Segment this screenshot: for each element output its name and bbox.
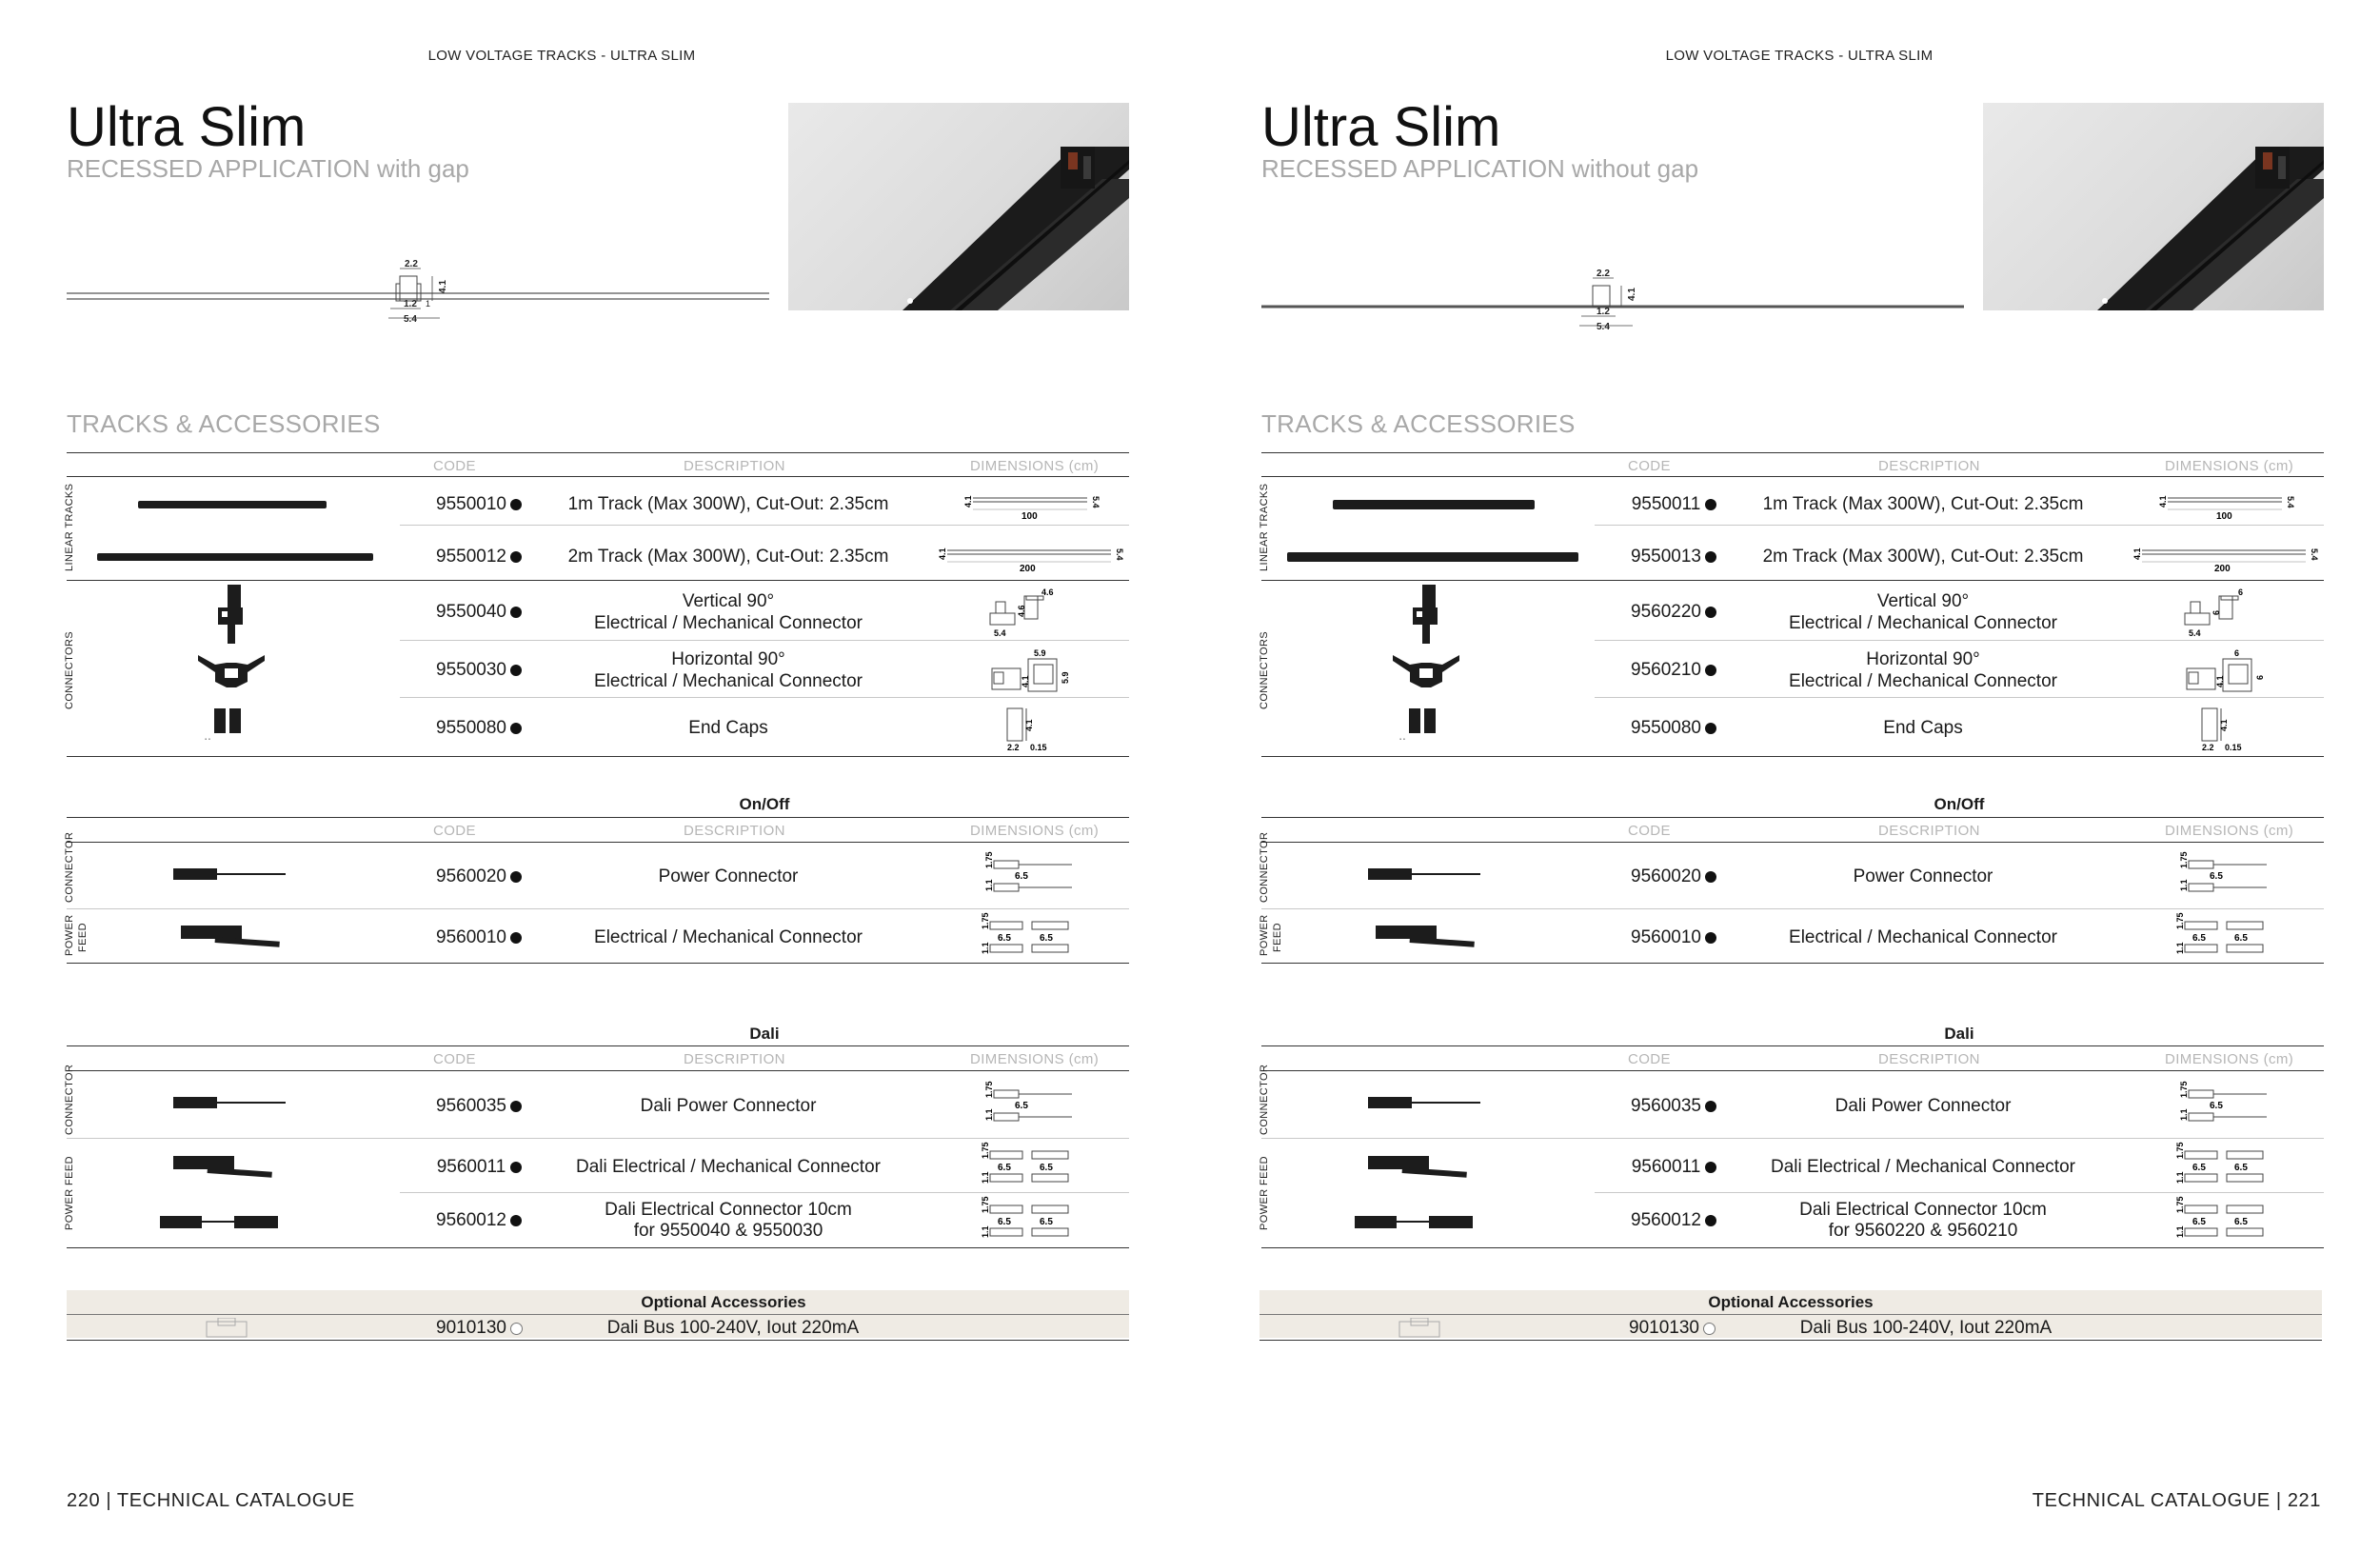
dali-electrical-connector-image xyxy=(1368,1154,1473,1183)
product-title: Ultra Slim xyxy=(1261,96,1501,158)
table-rule xyxy=(67,842,1129,843)
svg-text:5.4: 5.4 xyxy=(2286,496,2295,508)
table-rule xyxy=(1261,1045,2324,1046)
table-rule xyxy=(67,1340,1129,1341)
svg-text:6: 6 xyxy=(2238,587,2244,597)
table-rule xyxy=(67,580,1129,581)
product-code: 9560010 xyxy=(436,927,506,947)
row-divider xyxy=(1595,525,2324,526)
product-code: 9550030 xyxy=(436,660,506,680)
table-rule xyxy=(67,1314,1129,1315)
track-1m-image xyxy=(138,499,328,510)
product-title: Ultra Slim xyxy=(67,96,307,158)
group-label-connectors: CONNECTORS xyxy=(64,630,75,709)
table-rule xyxy=(1261,1247,2324,1248)
svg-text:4.1: 4.1 xyxy=(1021,675,1030,687)
dimension-drawing xyxy=(2181,646,2276,695)
svg-text:2.2: 2.2 xyxy=(2202,743,2214,752)
product-description: Dali Bus 100-240V, Iout 220mA xyxy=(606,1318,860,1338)
svg-text:1.1: 1.1 xyxy=(981,1225,990,1238)
svg-text:6.5: 6.5 xyxy=(2210,871,2223,882)
product-description-line1: Vertical 90° xyxy=(1876,591,1970,611)
availability-dot xyxy=(510,607,522,618)
product-code: 9550080 xyxy=(436,718,506,738)
product-code: 9550013 xyxy=(1631,547,1701,567)
table-rule xyxy=(67,963,1129,964)
row-divider xyxy=(67,1138,1129,1139)
product-description: Electrical / Mechanical Connector xyxy=(1789,927,2057,947)
profile-dim-bottom: 5.4 xyxy=(404,314,417,324)
group-label-connector: CONNECTOR xyxy=(1259,1064,1270,1135)
product-description: 1m Track (Max 300W), Cut-Out: 2.35cm xyxy=(1762,494,2084,514)
product-description-line1: Horizontal 90° xyxy=(671,649,785,669)
product-description: Dali Electrical / Mechanical Connector xyxy=(576,1157,881,1177)
running-head: LOW VOLTAGE TRACKS - ULTRA SLIM xyxy=(427,48,696,64)
dimension-drawing xyxy=(988,587,1064,642)
svg-text:4.1: 4.1 xyxy=(2215,675,2225,687)
table-rule xyxy=(1261,580,2324,581)
svg-text:1.1: 1.1 xyxy=(984,1108,994,1121)
table-rule xyxy=(1261,452,2324,453)
dimension-drawing xyxy=(2172,912,2286,960)
svg-text:6.5: 6.5 xyxy=(2234,1163,2248,1173)
product-description: 2m Track (Max 300W), Cut-Out: 2.35cm xyxy=(567,547,889,567)
dimension-drawing xyxy=(981,849,1085,897)
group-label-feed: FEED xyxy=(77,923,89,952)
row-divider xyxy=(400,1192,1129,1193)
product-code: 9560020 xyxy=(436,866,506,886)
svg-text:▪ ▪: ▪ ▪ xyxy=(205,737,210,743)
svg-text:100: 100 xyxy=(2216,511,2232,521)
svg-text:1.75: 1.75 xyxy=(984,1081,994,1098)
availability-dot xyxy=(1705,551,1716,563)
svg-text:1.75: 1.75 xyxy=(2179,1081,2189,1098)
availability-dot xyxy=(1705,499,1716,510)
svg-text:▪ ▪: ▪ ▪ xyxy=(1399,737,1405,743)
table-rule xyxy=(1261,1070,2324,1071)
product-code: 9010130 xyxy=(436,1318,506,1338)
end-caps-image xyxy=(205,707,252,743)
profile-dim-mid: 1.2 xyxy=(1597,307,1610,317)
product-code: 9560011 xyxy=(436,1157,506,1177)
table-rule xyxy=(67,1070,1129,1071)
table-rule xyxy=(1261,817,2324,818)
svg-text:6.5: 6.5 xyxy=(1015,1101,1028,1111)
row-divider xyxy=(400,640,1129,641)
row-divider xyxy=(1595,697,2324,698)
svg-text:5.4: 5.4 xyxy=(1091,496,1101,508)
col-header-dimensions: DIMENSIONS (cm) xyxy=(2165,823,2294,839)
svg-text:6.5: 6.5 xyxy=(1040,933,1053,944)
svg-text:0.15: 0.15 xyxy=(1030,743,1047,752)
product-description-line1: Vertical 90° xyxy=(682,591,775,611)
product-description-line1: Horizontal 90° xyxy=(1866,649,1980,669)
availability-dot xyxy=(510,665,522,676)
svg-text:1.1: 1.1 xyxy=(2179,879,2189,891)
availability-dot xyxy=(1705,932,1716,944)
svg-text:6.5: 6.5 xyxy=(998,1217,1011,1227)
group-label-power: POWER xyxy=(1259,914,1270,956)
product-code: 9010130 xyxy=(1629,1318,1699,1338)
col-header-code: CODE xyxy=(1628,458,1671,474)
col-header-code: CODE xyxy=(1628,823,1671,839)
col-header-description: DESCRIPTION xyxy=(1878,458,1980,474)
product-code: 9560010 xyxy=(1631,927,1701,947)
dimension-drawing xyxy=(977,1196,1091,1244)
dimension-drawing xyxy=(2172,1196,2286,1244)
group-label-linear-tracks: LINEAR TRACKS xyxy=(64,483,75,571)
row-divider xyxy=(400,697,1129,698)
product-description: Electrical / Mechanical Connector xyxy=(594,927,863,947)
product-description: End Caps xyxy=(688,718,768,738)
svg-text:1.1: 1.1 xyxy=(981,942,990,954)
group-label-power-feed: POWER FEED xyxy=(64,1156,75,1230)
table-rule xyxy=(67,756,1129,757)
availability-dot xyxy=(1705,1215,1716,1226)
product-code: 9550011 xyxy=(1631,494,1701,514)
table-rule xyxy=(1261,963,2324,964)
section-title-tracks: TRACKS & ACCESSORIES xyxy=(1261,409,1576,438)
svg-text:1.75: 1.75 xyxy=(981,1196,990,1213)
product-subtitle: RECESSED APPLICATION with gap xyxy=(67,154,469,183)
product-description-line2: Electrical / Mechanical Connector xyxy=(1789,671,2057,691)
dali-bus-image xyxy=(1396,1318,1443,1339)
dimension-drawing xyxy=(2131,541,2321,573)
dimension-drawing xyxy=(2192,703,2259,752)
product-description: Dali Electrical / Mechanical Connector xyxy=(1771,1157,2075,1177)
table-rule xyxy=(67,817,1129,818)
availability-dot-hollow xyxy=(510,1323,523,1335)
svg-text:6: 6 xyxy=(2234,648,2240,658)
table-rule xyxy=(1259,1314,2322,1315)
availability-dot xyxy=(1705,723,1716,734)
product-description: 2m Track (Max 300W), Cut-Out: 2.35cm xyxy=(1762,547,2084,567)
group-label-feed: FEED xyxy=(1272,923,1283,952)
row-divider xyxy=(1261,908,2324,909)
group-label-connectors: CONNECTORS xyxy=(1259,630,1270,709)
group-title-optional: Optional Accessories xyxy=(641,1293,806,1311)
product-description-line2: Electrical / Mechanical Connector xyxy=(594,671,863,691)
group-label-connector: CONNECTOR xyxy=(1259,831,1270,903)
product-photo xyxy=(1983,103,2324,310)
svg-text:200: 200 xyxy=(2214,564,2231,573)
section-title-tracks: TRACKS & ACCESSORIES xyxy=(67,409,381,438)
col-header-dimensions: DIMENSIONS (cm) xyxy=(2165,1051,2294,1067)
product-code: 9550012 xyxy=(436,547,506,567)
product-photo xyxy=(788,103,1129,310)
svg-text:6.5: 6.5 xyxy=(2192,1163,2206,1173)
availability-dot xyxy=(510,1162,522,1173)
dimension-drawing xyxy=(2175,1079,2280,1126)
svg-text:6.5: 6.5 xyxy=(2210,1101,2223,1111)
availability-dot xyxy=(510,1215,522,1226)
profile-dim-top: 2.2 xyxy=(1597,269,1610,279)
track-profile-drawing xyxy=(1261,267,1964,333)
svg-text:6: 6 xyxy=(2255,674,2265,680)
dali-electrical-connector-10cm-image xyxy=(1355,1213,1478,1232)
svg-text:6.5: 6.5 xyxy=(2192,1217,2206,1227)
svg-text:200: 200 xyxy=(1020,564,1036,573)
track-2m-image xyxy=(97,551,375,563)
product-code: 9560035 xyxy=(436,1096,506,1116)
svg-text:6.5: 6.5 xyxy=(998,933,1011,944)
table-rule xyxy=(67,476,1129,477)
dali-electrical-connector-10cm-image xyxy=(160,1213,284,1232)
svg-text:6.5: 6.5 xyxy=(1040,1163,1053,1173)
group-title-dali: Dali xyxy=(749,1025,780,1043)
dimension-drawing xyxy=(2156,488,2299,521)
svg-text:4.1: 4.1 xyxy=(938,548,947,560)
product-code: 9560012 xyxy=(1631,1210,1701,1230)
product-code: 9550080 xyxy=(1631,718,1701,738)
row-divider xyxy=(1261,1138,2324,1139)
svg-text:6.5: 6.5 xyxy=(2234,1217,2248,1227)
dimension-drawing xyxy=(962,488,1104,521)
table-rule xyxy=(67,1247,1129,1248)
svg-text:1.1: 1.1 xyxy=(2175,942,2185,954)
dimension-drawing xyxy=(2183,587,2259,642)
table-rule xyxy=(1261,476,2324,477)
svg-text:100: 100 xyxy=(1021,511,1038,521)
col-header-code: CODE xyxy=(433,1051,476,1067)
power-connector-image xyxy=(173,866,288,882)
group-label-connector: CONNECTOR xyxy=(64,831,75,903)
svg-text:4.6: 4.6 xyxy=(1041,587,1054,597)
availability-dot xyxy=(510,871,522,883)
product-code: 9560020 xyxy=(1631,866,1701,886)
profile-dim-small: 1 xyxy=(426,299,431,309)
availability-dot xyxy=(1705,665,1716,676)
svg-text:1.1: 1.1 xyxy=(981,1171,990,1184)
svg-text:5.4: 5.4 xyxy=(994,628,1006,638)
product-description-line2: Electrical / Mechanical Connector xyxy=(594,613,863,633)
col-header-description: DESCRIPTION xyxy=(684,458,785,474)
svg-text:1.75: 1.75 xyxy=(2175,1196,2185,1213)
product-code: 9550040 xyxy=(436,602,506,622)
col-header-description: DESCRIPTION xyxy=(684,823,785,839)
svg-text:1.75: 1.75 xyxy=(981,912,990,929)
dimension-drawing xyxy=(998,703,1064,752)
col-header-description: DESCRIPTION xyxy=(1878,1051,1980,1067)
svg-text:4.1: 4.1 xyxy=(2219,719,2229,731)
svg-text:4.6: 4.6 xyxy=(1017,605,1026,617)
col-header-code: CODE xyxy=(433,823,476,839)
product-description: Dali Power Connector xyxy=(1835,1096,2012,1116)
dimension-drawing xyxy=(977,912,1091,960)
product-description: Dali Power Connector xyxy=(640,1096,817,1116)
track-profile-drawing xyxy=(67,257,769,324)
dali-power-connector-image xyxy=(173,1095,288,1110)
product-description-line2: Electrical / Mechanical Connector xyxy=(1789,613,2057,633)
svg-text:6.5: 6.5 xyxy=(2192,933,2206,944)
svg-text:5.4: 5.4 xyxy=(1115,548,1124,561)
availability-dot xyxy=(1705,1101,1716,1112)
track-2m-image xyxy=(1287,551,1580,563)
dimension-drawing xyxy=(977,1142,1091,1189)
table-rule xyxy=(1261,842,2324,843)
row-divider xyxy=(1595,640,2324,641)
col-header-dimensions: DIMENSIONS (cm) xyxy=(2165,458,2294,474)
profile-dim-side: 4.1 xyxy=(1627,288,1637,301)
product-code: 9560035 xyxy=(1631,1096,1701,1116)
group-label-power: POWER xyxy=(64,914,75,956)
group-label-linear-tracks: LINEAR TRACKS xyxy=(1259,483,1270,571)
product-description-line1: Dali Electrical Connector 10cm xyxy=(605,1200,852,1220)
table-rule xyxy=(1261,756,2324,757)
svg-text:1.75: 1.75 xyxy=(2175,912,2185,929)
end-caps-image xyxy=(1399,707,1447,743)
product-description: Dali Bus 100-240V, Iout 220mA xyxy=(1799,1318,2053,1338)
svg-text:6.5: 6.5 xyxy=(998,1163,1011,1173)
product-code: 9550010 xyxy=(436,494,506,514)
dimension-drawing xyxy=(986,646,1081,695)
table-rule xyxy=(1259,1340,2322,1341)
svg-text:1.1: 1.1 xyxy=(2179,1108,2189,1121)
availability-dot xyxy=(510,723,522,734)
dali-electrical-connector-image xyxy=(173,1154,278,1183)
vertical-connector-image xyxy=(1409,585,1447,646)
electrical-connector-image xyxy=(181,924,286,952)
availability-dot-hollow xyxy=(1703,1323,1716,1335)
svg-text:4.1: 4.1 xyxy=(2158,495,2168,508)
product-code: 9560220 xyxy=(1631,602,1701,622)
svg-text:1.75: 1.75 xyxy=(2175,1142,2185,1159)
track-1m-image xyxy=(1333,499,1537,510)
col-header-code: CODE xyxy=(433,458,476,474)
svg-text:5.9: 5.9 xyxy=(1034,648,1046,658)
availability-dot xyxy=(1705,607,1716,618)
horizontal-connector-image xyxy=(198,649,265,689)
horizontal-connector-image xyxy=(1393,649,1459,689)
product-description: End Caps xyxy=(1883,718,1963,738)
row-divider xyxy=(1595,1192,2324,1193)
svg-text:5.4: 5.4 xyxy=(2310,548,2319,561)
svg-text:2.2: 2.2 xyxy=(1007,743,1020,752)
svg-text:1.75: 1.75 xyxy=(981,1142,990,1159)
product-description: Power Connector xyxy=(1853,866,1993,886)
dimension-drawing xyxy=(981,1079,1085,1126)
svg-text:6: 6 xyxy=(2211,609,2221,615)
profile-dim-top: 2.2 xyxy=(405,259,418,269)
product-subtitle: RECESSED APPLICATION without gap xyxy=(1261,154,1699,183)
svg-text:0.15: 0.15 xyxy=(2225,743,2242,752)
svg-text:1.1: 1.1 xyxy=(984,879,994,891)
profile-dim-bottom: 5.4 xyxy=(1597,322,1610,332)
dali-power-connector-image xyxy=(1368,1095,1482,1110)
svg-text:6.5: 6.5 xyxy=(2234,933,2248,944)
electrical-connector-image xyxy=(1376,924,1480,952)
svg-text:4.1: 4.1 xyxy=(963,495,973,508)
svg-text:1.75: 1.75 xyxy=(984,851,994,868)
svg-text:4.1: 4.1 xyxy=(1024,719,1034,731)
svg-text:4.1: 4.1 xyxy=(2132,548,2142,560)
product-description-line1: Dali Electrical Connector 10cm xyxy=(1799,1200,2047,1220)
svg-text:1.1: 1.1 xyxy=(2175,1171,2185,1184)
product-description-line2: for 9560220 & 9560210 xyxy=(1828,1221,2018,1241)
col-header-code: CODE xyxy=(1628,1051,1671,1067)
power-connector-image xyxy=(1368,866,1482,882)
dimension-drawing xyxy=(936,541,1126,573)
col-header-description: DESCRIPTION xyxy=(1878,823,1980,839)
svg-text:1.75: 1.75 xyxy=(2179,851,2189,868)
group-title-onoff: On/Off xyxy=(1934,795,1985,813)
page-footer: 220 | TECHNICAL CATALOGUE xyxy=(67,1490,355,1511)
availability-dot xyxy=(510,499,522,510)
vertical-connector-image xyxy=(214,585,252,646)
dimension-drawing xyxy=(2175,849,2280,897)
col-header-dimensions: DIMENSIONS (cm) xyxy=(970,823,1100,839)
svg-text:1.1: 1.1 xyxy=(2175,1225,2185,1238)
availability-dot xyxy=(510,932,522,944)
group-title-optional: Optional Accessories xyxy=(1708,1293,1874,1311)
svg-text:5.9: 5.9 xyxy=(1061,671,1070,684)
page-footer: TECHNICAL CATALOGUE | 221 xyxy=(2032,1490,2321,1511)
product-code: 9560012 xyxy=(436,1210,506,1230)
group-label-power-feed: POWER FEED xyxy=(1259,1156,1270,1230)
group-title-onoff: On/Off xyxy=(739,795,790,813)
availability-dot xyxy=(1705,871,1716,883)
availability-dot xyxy=(510,1101,522,1112)
running-head: LOW VOLTAGE TRACKS - ULTRA SLIM xyxy=(1665,48,1934,64)
product-code: 9560210 xyxy=(1631,660,1701,680)
col-header-description: DESCRIPTION xyxy=(684,1051,785,1067)
product-description-line2: for 9550040 & 9550030 xyxy=(633,1221,823,1241)
catalogue-page-221 xyxy=(1190,0,2380,1553)
table-rule xyxy=(67,452,1129,453)
product-description: 1m Track (Max 300W), Cut-Out: 2.35cm xyxy=(567,494,889,514)
availability-dot xyxy=(510,551,522,563)
row-divider xyxy=(400,525,1129,526)
table-rule xyxy=(67,1045,1129,1046)
profile-dim-mid: 1.2 xyxy=(404,299,417,309)
svg-text:6.5: 6.5 xyxy=(1040,1217,1053,1227)
col-header-dimensions: DIMENSIONS (cm) xyxy=(970,458,1100,474)
svg-text:5.4: 5.4 xyxy=(2189,628,2201,638)
row-divider xyxy=(67,908,1129,909)
profile-dim-side: 4.1 xyxy=(438,280,448,293)
col-header-dimensions: DIMENSIONS (cm) xyxy=(970,1051,1100,1067)
product-description: Power Connector xyxy=(658,866,799,886)
group-title-dali: Dali xyxy=(1944,1025,1974,1043)
availability-dot xyxy=(1705,1162,1716,1173)
svg-text:6.5: 6.5 xyxy=(1015,871,1028,882)
product-code: 9560011 xyxy=(1631,1157,1701,1177)
group-label-connector: CONNECTOR xyxy=(64,1064,75,1135)
dimension-drawing xyxy=(2172,1142,2286,1189)
dali-bus-image xyxy=(203,1318,250,1339)
